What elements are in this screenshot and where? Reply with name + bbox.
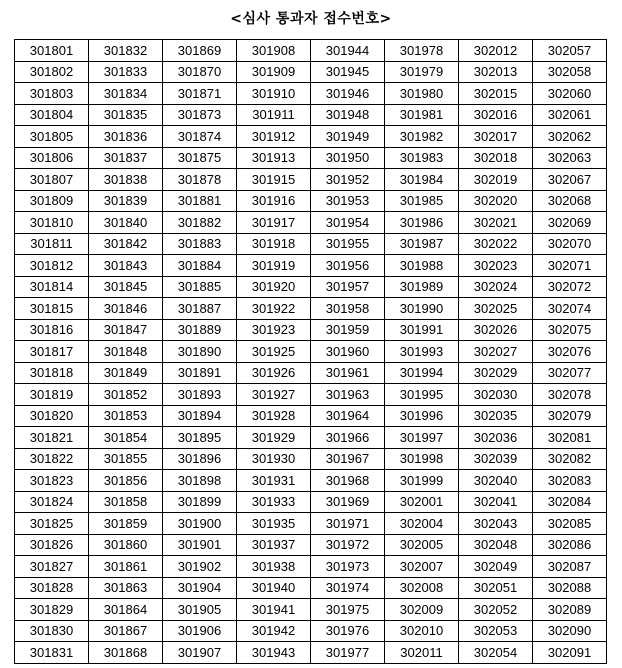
table-cell: 301949 — [311, 126, 385, 148]
table-cell: 301890 — [163, 341, 237, 363]
table-cell: 301911 — [237, 104, 311, 126]
table-cell: 302016 — [459, 104, 533, 126]
table-row — [15, 642, 607, 664]
table-cell: 301993 — [385, 341, 459, 363]
table-cell: 301953 — [311, 190, 385, 212]
table-cell: 301891 — [163, 362, 237, 384]
table-row — [15, 362, 607, 384]
table-cell: 301989 — [385, 276, 459, 298]
table-row — [15, 104, 607, 126]
table-cell: 301929 — [237, 427, 311, 449]
table-cell: 301826 — [15, 534, 89, 556]
table-cell: 301825 — [15, 513, 89, 535]
table-cell: 302009 — [385, 599, 459, 621]
table-cell: 302029 — [459, 362, 533, 384]
table-cell: 301984 — [385, 169, 459, 191]
table-cell: 301946 — [311, 83, 385, 105]
table-row — [15, 147, 607, 169]
table-cell: 302026 — [459, 319, 533, 341]
table-cell: 302019 — [459, 169, 533, 191]
table-cell: 302074 — [533, 298, 607, 320]
table-cell: 302091 — [533, 642, 607, 664]
table-row — [15, 319, 607, 341]
table-cell: 301887 — [163, 298, 237, 320]
table-cell: 301918 — [237, 233, 311, 255]
table-cell: 301991 — [385, 319, 459, 341]
table-cell: 301882 — [163, 212, 237, 234]
table-cell: 301818 — [15, 362, 89, 384]
table-row — [15, 427, 607, 449]
table-cell: 301805 — [15, 126, 89, 148]
table-cell: 301802 — [15, 61, 89, 83]
table-cell: 301854 — [89, 427, 163, 449]
table-cell: 301956 — [311, 255, 385, 277]
table-cell: 301843 — [89, 255, 163, 277]
table-row — [15, 470, 607, 492]
table-cell: 301943 — [237, 642, 311, 664]
table-cell: 302068 — [533, 190, 607, 212]
table-row — [15, 620, 607, 642]
table-cell: 301883 — [163, 233, 237, 255]
table-cell: 301901 — [163, 534, 237, 556]
table-cell: 301848 — [89, 341, 163, 363]
table-cell: 302069 — [533, 212, 607, 234]
table-cell: 301896 — [163, 448, 237, 470]
table-cell: 302090 — [533, 620, 607, 642]
table-row — [15, 513, 607, 535]
table-cell: 301925 — [237, 341, 311, 363]
table-cell: 301968 — [311, 470, 385, 492]
table-cell: 301907 — [163, 642, 237, 664]
table-cell: 301889 — [163, 319, 237, 341]
table-row — [15, 556, 607, 578]
table-cell: 301930 — [237, 448, 311, 470]
table-cell: 302035 — [459, 405, 533, 427]
table-cell: 301999 — [385, 470, 459, 492]
table-cell: 301908 — [237, 40, 311, 62]
table-cell: 302017 — [459, 126, 533, 148]
table-cell: 302004 — [385, 513, 459, 535]
table-cell: 301986 — [385, 212, 459, 234]
table-cell: 301810 — [15, 212, 89, 234]
table-cell: 302020 — [459, 190, 533, 212]
table-row — [15, 341, 607, 363]
table-cell: 301954 — [311, 212, 385, 234]
table-cell: 301873 — [163, 104, 237, 126]
table-cell: 301987 — [385, 233, 459, 255]
table-cell: 301959 — [311, 319, 385, 341]
table-cell: 302082 — [533, 448, 607, 470]
table-row — [15, 276, 607, 298]
table-cell: 301837 — [89, 147, 163, 169]
table-row — [15, 233, 607, 255]
table-cell: 302001 — [385, 491, 459, 513]
table-cell: 301867 — [89, 620, 163, 642]
table-cell: 301832 — [89, 40, 163, 62]
table-cell: 302025 — [459, 298, 533, 320]
table-cell: 301869 — [163, 40, 237, 62]
table-cell: 302007 — [385, 556, 459, 578]
table-cell: 301804 — [15, 104, 89, 126]
table-cell: 301926 — [237, 362, 311, 384]
table-cell: 302030 — [459, 384, 533, 406]
table-row — [15, 255, 607, 277]
table-cell: 301952 — [311, 169, 385, 191]
table-body — [15, 40, 607, 664]
table-cell: 301847 — [89, 319, 163, 341]
table-cell: 301909 — [237, 61, 311, 83]
table-row — [15, 599, 607, 621]
table-cell: 302039 — [459, 448, 533, 470]
table-cell: 301973 — [311, 556, 385, 578]
table-cell: 301988 — [385, 255, 459, 277]
table-cell: 301997 — [385, 427, 459, 449]
table-cell: 301828 — [15, 577, 89, 599]
table-cell: 301941 — [237, 599, 311, 621]
table-cell: 301815 — [15, 298, 89, 320]
table-cell: 302013 — [459, 61, 533, 83]
table-cell: 301975 — [311, 599, 385, 621]
table-cell: 301906 — [163, 620, 237, 642]
table-row — [15, 491, 607, 513]
table-cell: 302011 — [385, 642, 459, 664]
table-cell: 302008 — [385, 577, 459, 599]
table-cell: 301912 — [237, 126, 311, 148]
table-cell: 301961 — [311, 362, 385, 384]
table-cell: 301920 — [237, 276, 311, 298]
table-cell: 301922 — [237, 298, 311, 320]
table-row — [15, 577, 607, 599]
table-cell: 301834 — [89, 83, 163, 105]
registration-number-table — [14, 39, 607, 664]
table-cell: 301963 — [311, 384, 385, 406]
table-cell: 301957 — [311, 276, 385, 298]
table-cell: 302063 — [533, 147, 607, 169]
table-cell: 301969 — [311, 491, 385, 513]
table-cell: 301819 — [15, 384, 89, 406]
table-cell: 301881 — [163, 190, 237, 212]
table-cell: 302061 — [533, 104, 607, 126]
table-cell: 301885 — [163, 276, 237, 298]
table-cell: 301977 — [311, 642, 385, 664]
table-row — [15, 384, 607, 406]
table-cell: 301838 — [89, 169, 163, 191]
table-cell: 301931 — [237, 470, 311, 492]
table-cell: 302018 — [459, 147, 533, 169]
table-cell: 301822 — [15, 448, 89, 470]
table-cell: 302083 — [533, 470, 607, 492]
table-cell: 302040 — [459, 470, 533, 492]
table-cell: 301945 — [311, 61, 385, 83]
table-cell: 301849 — [89, 362, 163, 384]
table-cell: 301839 — [89, 190, 163, 212]
table-cell: 302060 — [533, 83, 607, 105]
table-cell: 301905 — [163, 599, 237, 621]
table-cell: 302043 — [459, 513, 533, 535]
table-cell: 301916 — [237, 190, 311, 212]
table-cell: 302072 — [533, 276, 607, 298]
table-cell: 301807 — [15, 169, 89, 191]
table-cell: 301835 — [89, 104, 163, 126]
table-cell: 301978 — [385, 40, 459, 62]
table-cell: 301833 — [89, 61, 163, 83]
table-cell: 302086 — [533, 534, 607, 556]
table-cell: 302048 — [459, 534, 533, 556]
table-row — [15, 126, 607, 148]
page-title: <심사 통과자 접수번호> — [230, 11, 392, 27]
table-cell: 302079 — [533, 405, 607, 427]
table-cell: 302036 — [459, 427, 533, 449]
table-row — [15, 534, 607, 556]
table-cell: 302022 — [459, 233, 533, 255]
table-cell: 301915 — [237, 169, 311, 191]
table-cell: 301942 — [237, 620, 311, 642]
table-cell: 301846 — [89, 298, 163, 320]
table-cell: 301899 — [163, 491, 237, 513]
table-cell: 301900 — [163, 513, 237, 535]
table-cell: 301960 — [311, 341, 385, 363]
table-cell: 301902 — [163, 556, 237, 578]
table-cell: 301937 — [237, 534, 311, 556]
table-cell: 301980 — [385, 83, 459, 105]
table-cell: 301811 — [15, 233, 89, 255]
table-cell: 301967 — [311, 448, 385, 470]
table-cell: 301860 — [89, 534, 163, 556]
table-cell: 301842 — [89, 233, 163, 255]
table-cell: 301976 — [311, 620, 385, 642]
table-cell: 301971 — [311, 513, 385, 535]
table-cell: 301966 — [311, 427, 385, 449]
table-cell: 301940 — [237, 577, 311, 599]
table-cell: 301868 — [89, 642, 163, 664]
table-cell: 302054 — [459, 642, 533, 664]
table-cell: 301895 — [163, 427, 237, 449]
table-cell: 302021 — [459, 212, 533, 234]
table-row — [15, 40, 607, 62]
table-cell: 301913 — [237, 147, 311, 169]
table-cell: 301803 — [15, 83, 89, 105]
table-cell: 301950 — [311, 147, 385, 169]
table-cell: 301917 — [237, 212, 311, 234]
table-cell: 301981 — [385, 104, 459, 126]
table-cell: 301983 — [385, 147, 459, 169]
table-cell: 302075 — [533, 319, 607, 341]
table-cell: 301928 — [237, 405, 311, 427]
table-cell: 301824 — [15, 491, 89, 513]
table-cell: 301894 — [163, 405, 237, 427]
table-cell: 301910 — [237, 83, 311, 105]
table-cell: 302087 — [533, 556, 607, 578]
table-cell: 302041 — [459, 491, 533, 513]
table-cell: 302052 — [459, 599, 533, 621]
table-cell: 302088 — [533, 577, 607, 599]
table-cell: 302071 — [533, 255, 607, 277]
table-cell: 301816 — [15, 319, 89, 341]
table-cell: 301863 — [89, 577, 163, 599]
table-cell: 302070 — [533, 233, 607, 255]
table-cell: 301859 — [89, 513, 163, 535]
table-cell: 302057 — [533, 40, 607, 62]
table-cell: 301990 — [385, 298, 459, 320]
table-row — [15, 405, 607, 427]
table-cell: 301871 — [163, 83, 237, 105]
table-cell: 302076 — [533, 341, 607, 363]
table-cell: 301831 — [15, 642, 89, 664]
table-cell: 302078 — [533, 384, 607, 406]
table-cell: 301979 — [385, 61, 459, 83]
table-cell: 302053 — [459, 620, 533, 642]
table-cell: 302089 — [533, 599, 607, 621]
table-cell: 301801 — [15, 40, 89, 62]
table-cell: 301933 — [237, 491, 311, 513]
table-cell: 301806 — [15, 147, 89, 169]
table-row — [15, 212, 607, 234]
table-cell: 301874 — [163, 126, 237, 148]
table-cell: 302005 — [385, 534, 459, 556]
table-cell: 301855 — [89, 448, 163, 470]
table-cell: 301972 — [311, 534, 385, 556]
table-cell: 302062 — [533, 126, 607, 148]
table-row — [15, 298, 607, 320]
table-cell: 302084 — [533, 491, 607, 513]
table-cell: 301820 — [15, 405, 89, 427]
table-cell: 301919 — [237, 255, 311, 277]
table-cell: 301995 — [385, 384, 459, 406]
table-cell: 301964 — [311, 405, 385, 427]
table-cell: 302012 — [459, 40, 533, 62]
table-cell: 301858 — [89, 491, 163, 513]
table-row — [15, 448, 607, 470]
table-cell: 301898 — [163, 470, 237, 492]
table-cell: 301944 — [311, 40, 385, 62]
table-cell: 301827 — [15, 556, 89, 578]
table-cell: 301884 — [163, 255, 237, 277]
table-cell: 301817 — [15, 341, 89, 363]
table-cell: 301861 — [89, 556, 163, 578]
table-cell: 301994 — [385, 362, 459, 384]
table-cell: 302051 — [459, 577, 533, 599]
table-cell: 302067 — [533, 169, 607, 191]
table-cell: 301998 — [385, 448, 459, 470]
table-cell: 302077 — [533, 362, 607, 384]
table-cell: 301974 — [311, 577, 385, 599]
table-cell: 301852 — [89, 384, 163, 406]
table-cell: 301958 — [311, 298, 385, 320]
table-cell: 301821 — [15, 427, 89, 449]
table-cell: 301955 — [311, 233, 385, 255]
table-cell: 301870 — [163, 61, 237, 83]
table-cell: 301856 — [89, 470, 163, 492]
table-cell: 301904 — [163, 577, 237, 599]
table-cell: 302085 — [533, 513, 607, 535]
table-cell: 302027 — [459, 341, 533, 363]
table-cell: 301812 — [15, 255, 89, 277]
table-cell: 301830 — [15, 620, 89, 642]
table-cell: 301814 — [15, 276, 89, 298]
table-cell: 301875 — [163, 147, 237, 169]
table-cell: 302010 — [385, 620, 459, 642]
table-cell: 302081 — [533, 427, 607, 449]
table-cell: 301864 — [89, 599, 163, 621]
table-row — [15, 169, 607, 191]
table-cell: 301948 — [311, 104, 385, 126]
table-cell: 301878 — [163, 169, 237, 191]
table-cell: 302024 — [459, 276, 533, 298]
table-cell: 302058 — [533, 61, 607, 83]
table-cell: 301927 — [237, 384, 311, 406]
table-cell: 301845 — [89, 276, 163, 298]
table-cell: 301893 — [163, 384, 237, 406]
table-cell: 301923 — [237, 319, 311, 341]
table-cell: 302015 — [459, 83, 533, 105]
table-cell: 301809 — [15, 190, 89, 212]
table-cell: 301823 — [15, 470, 89, 492]
table-cell: 302049 — [459, 556, 533, 578]
table-row — [15, 190, 607, 212]
table-cell: 301985 — [385, 190, 459, 212]
table-cell: 301982 — [385, 126, 459, 148]
table-cell: 301853 — [89, 405, 163, 427]
table-row — [15, 61, 607, 83]
table-cell: 301829 — [15, 599, 89, 621]
table-cell: 301840 — [89, 212, 163, 234]
table-cell: 301996 — [385, 405, 459, 427]
table-cell: 301935 — [237, 513, 311, 535]
table-cell: 301938 — [237, 556, 311, 578]
table-row — [15, 83, 607, 105]
table-cell: 302023 — [459, 255, 533, 277]
table-cell: 301836 — [89, 126, 163, 148]
